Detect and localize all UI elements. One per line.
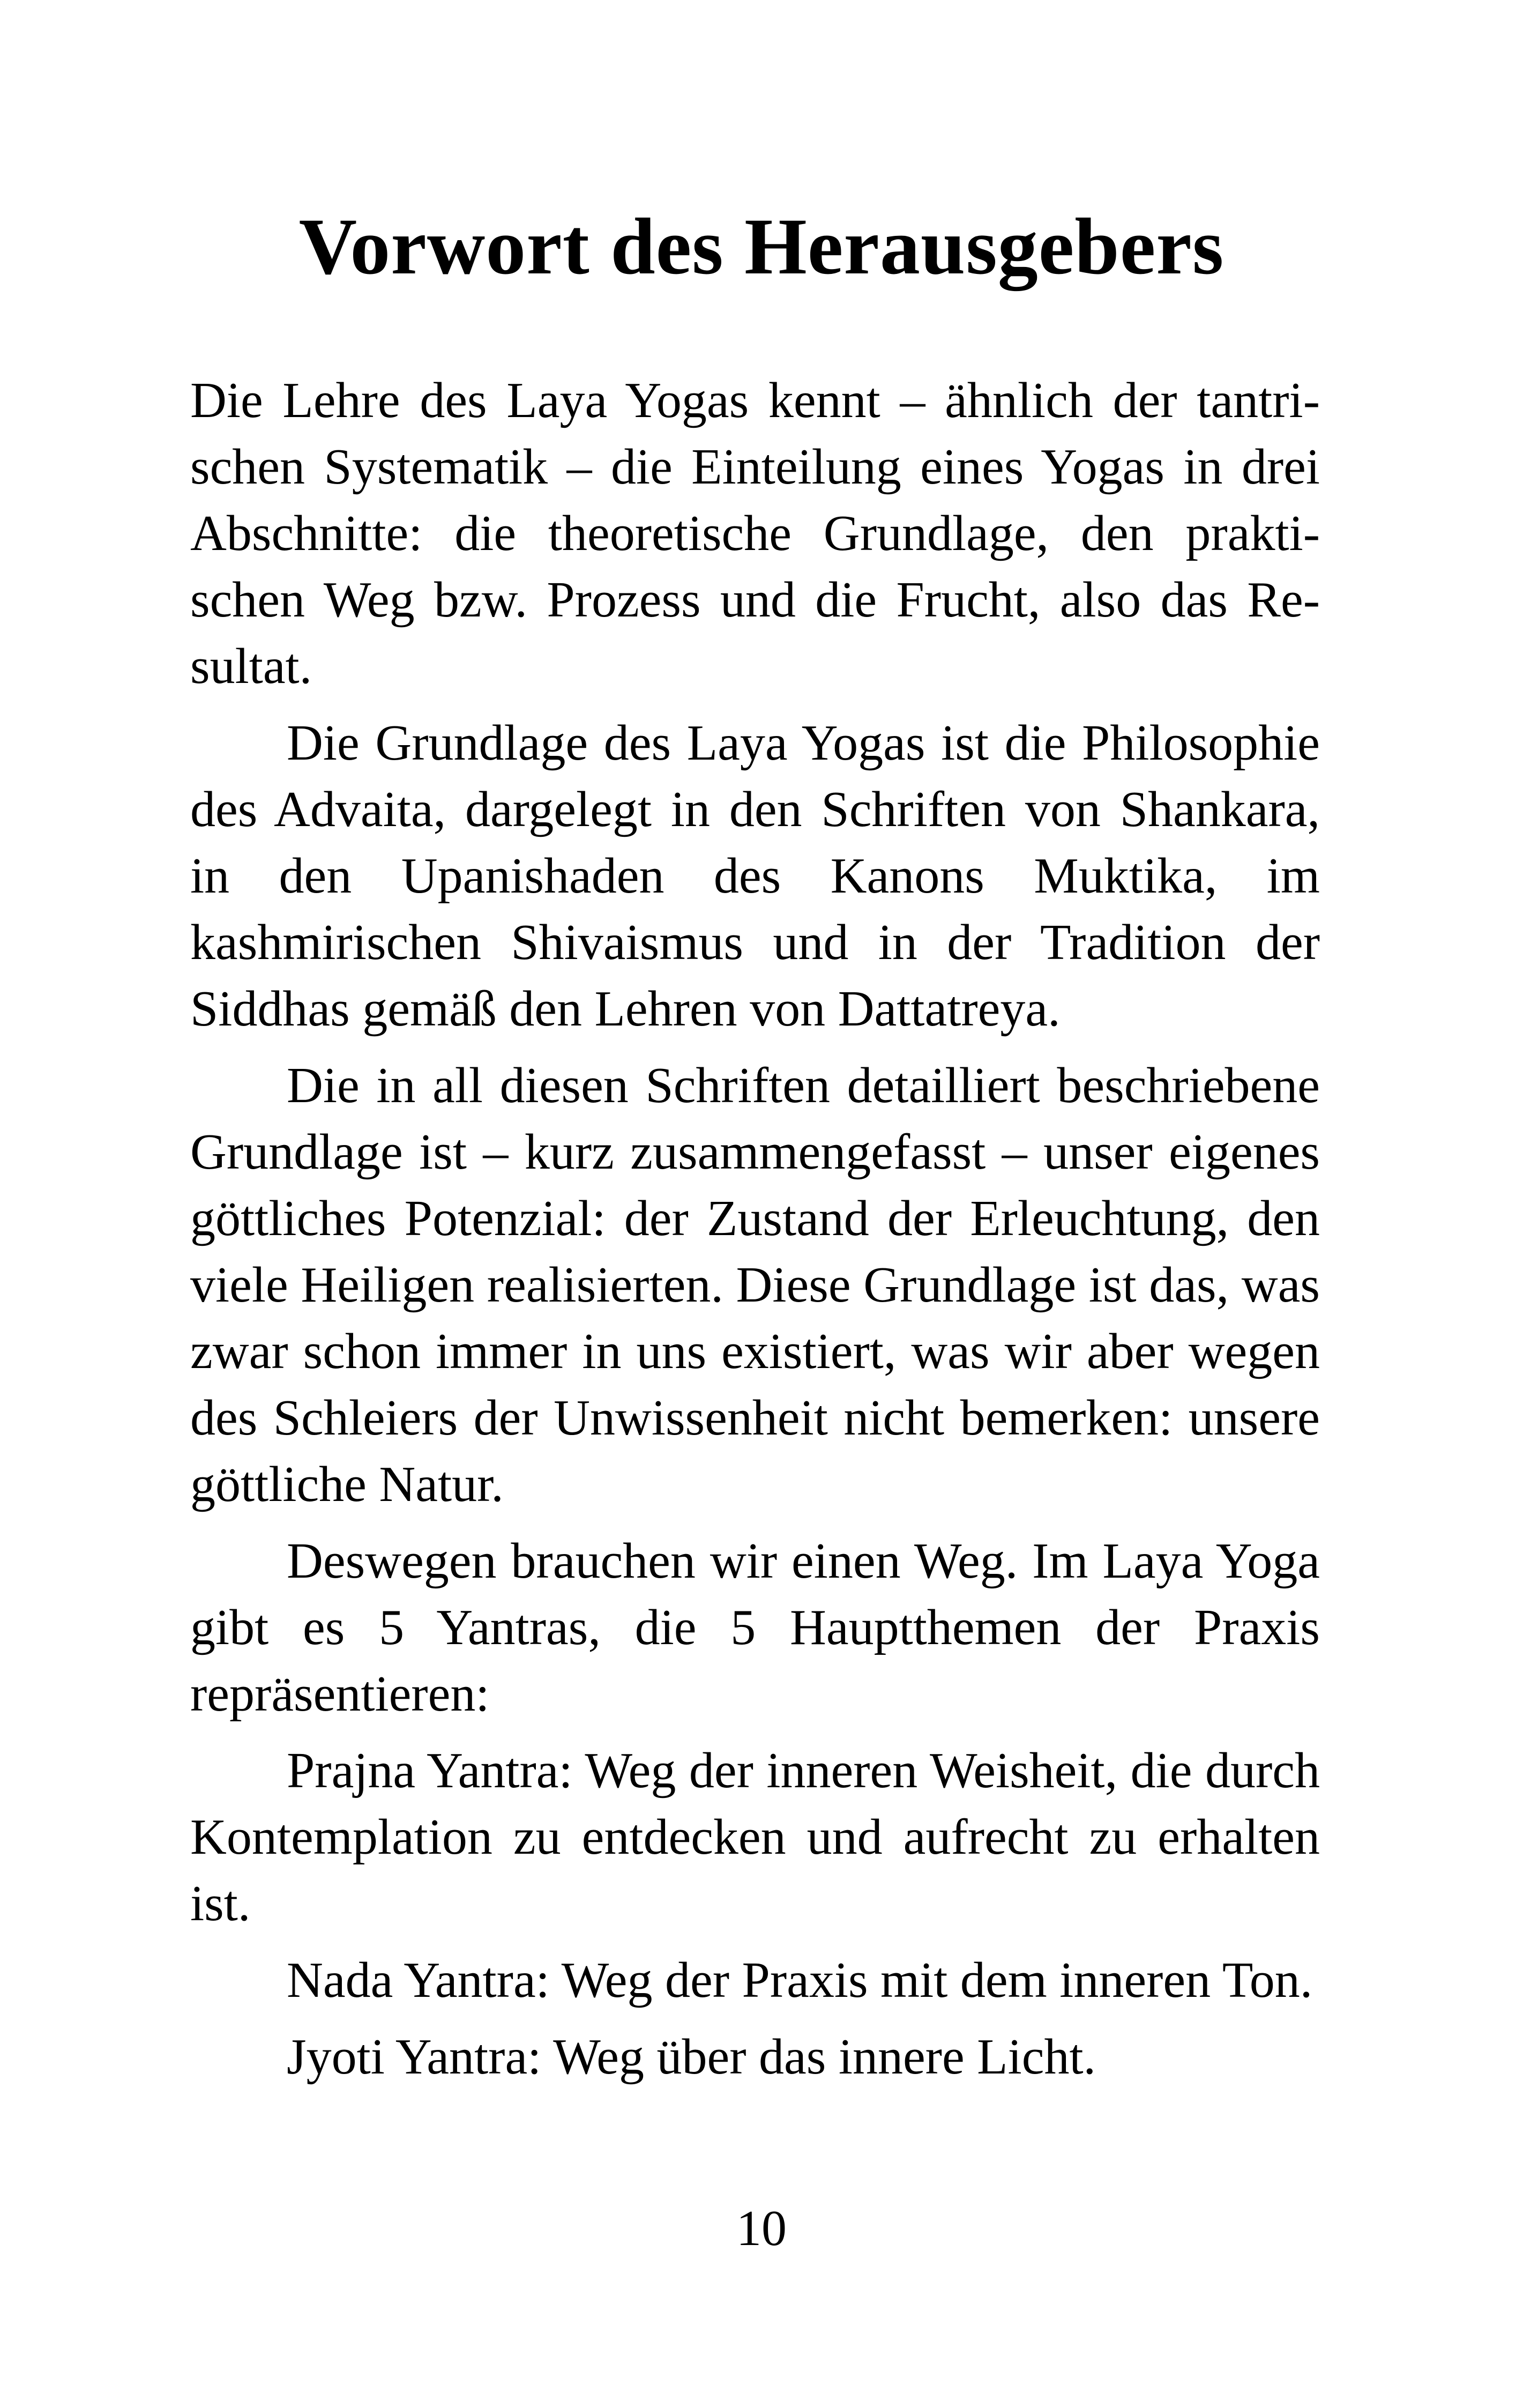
page-number: 10 <box>736 2201 787 2256</box>
paragraph: Nada Yantra: Weg der Praxis mit dem inneren Ton. <box>287 1952 1313 2008</box>
paragraph: Prajna Yantra: Weg der inneren Weisheit, die durch Kontemplation zu entdecken und aufrecht zu erhalten ist. <box>190 1743 1320 1931</box>
body-text <box>190 367 1320 2100</box>
paragraph: Deswegen brauchen wir einen Weg. Im Laya Yoga gibt es 5 Yantras, die 5 Hauptthemen der Praxis repräsentieren: <box>190 1533 1320 1722</box>
paragraph: Die Lehre des Laya Yogas kennt – ähnlich der tantrischen Systematik – die Einteilung eines Yogas in drei Abschnitte: die theoretische Grundlage, den praktischen Weg bzw. Prozess und die Frucht, also das Resultat. <box>190 373 1320 694</box>
paragraph: Die Grundlage des Laya Yogas ist die Philosophie des Advaita, dargelegt in den Schriften von Shankara, in den Upanishaden des Kanons Muktika, im kashmirischen Shivaismus und in der Tradition der Siddhas gemäß den Lehren von Dattatreya. <box>190 715 1320 1037</box>
chapter-title: Vorwort des Herausgebers <box>298 202 1225 291</box>
paragraph: Die in all diesen Schriften detailliert beschriebene Grundlage ist – kurz zusammengefasst – unser eigenes göttliches Potenzial: der Zustand der Erleuchtung, den viele Heiligen realisierten. Diese Grundlage ist das, was zwar schon immer in uns existiert, was wir aber wegen des Schleiers der Unwissenheit nicht bemerken: unsere göttliche Natur. <box>190 1058 1320 1512</box>
paragraph: Jyoti Yantra: Weg über das innere Licht. <box>287 2029 1096 2085</box>
